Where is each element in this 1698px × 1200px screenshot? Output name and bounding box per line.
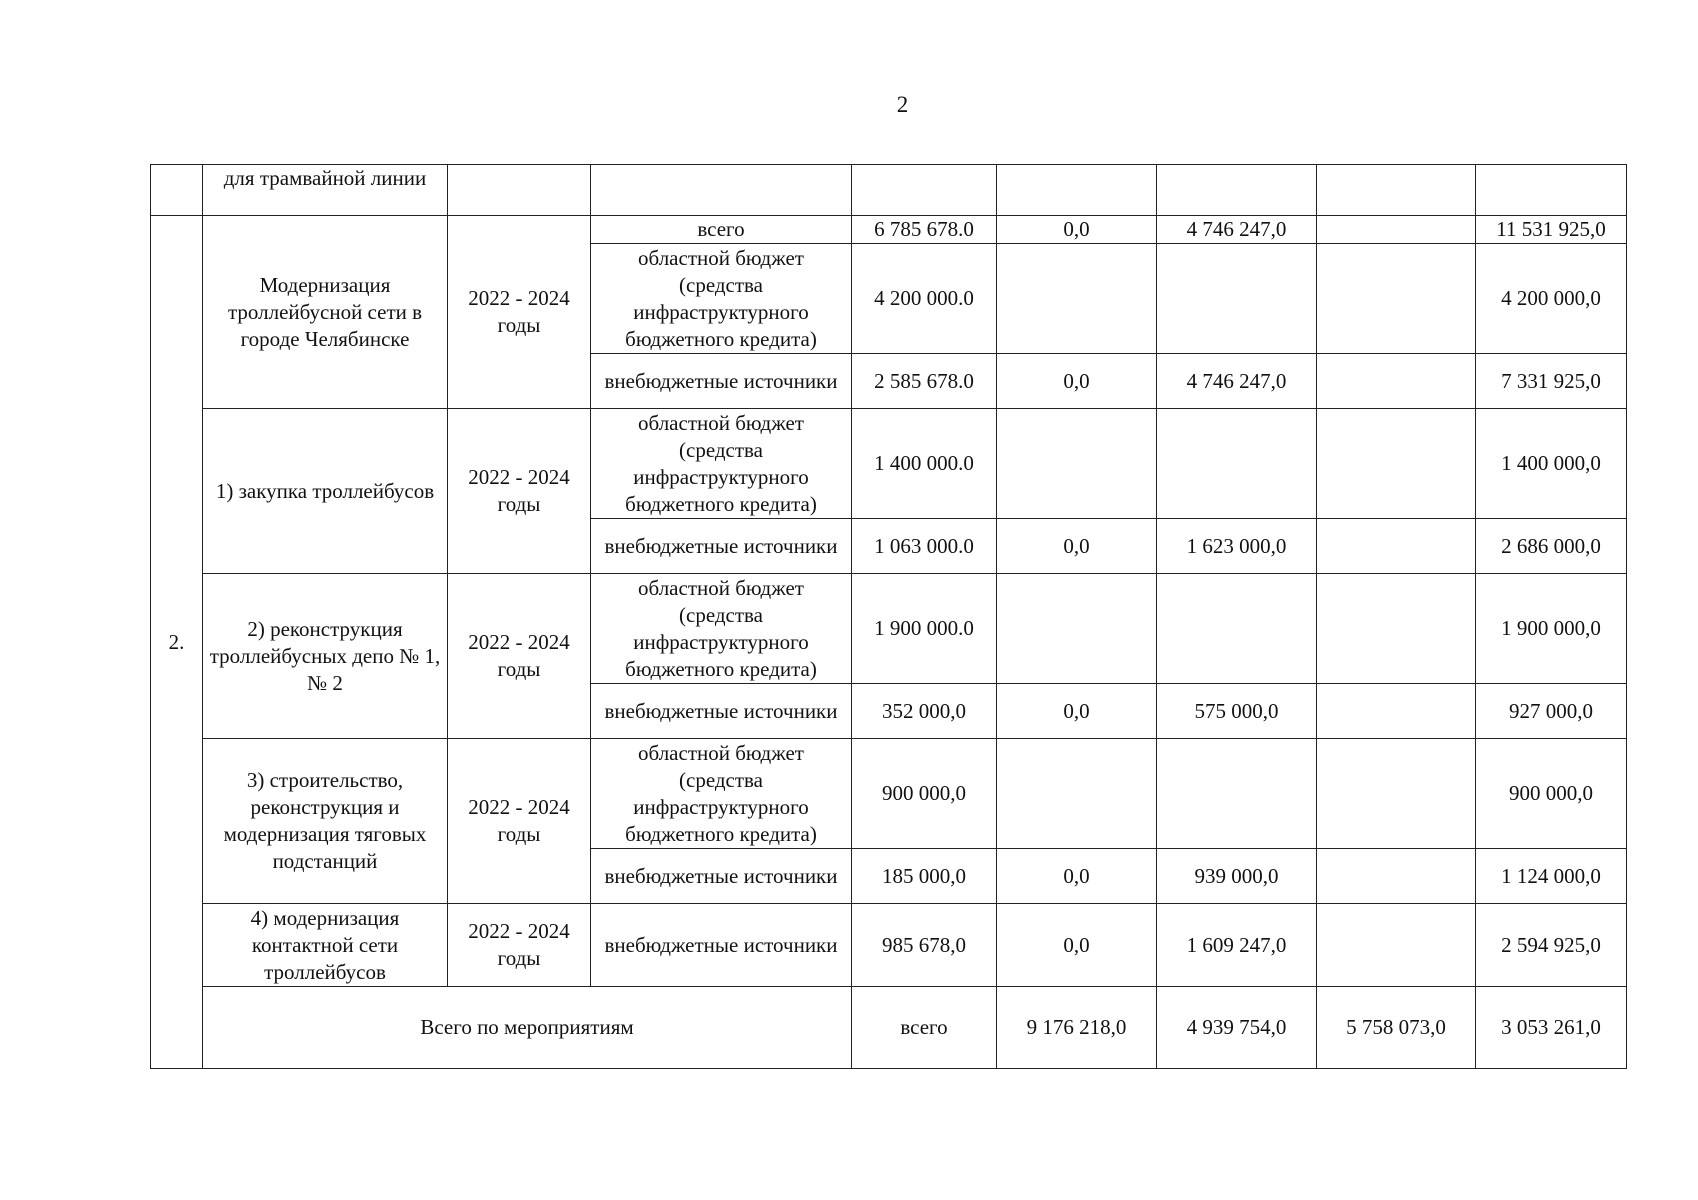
table-row xyxy=(151,216,1627,244)
cell-event-name: 2) реконструкция троллейбусных депо № 1, № 2 xyxy=(203,574,448,739)
table-row xyxy=(151,574,1627,684)
table-row xyxy=(151,739,1627,849)
cell-source: всего xyxy=(591,216,852,244)
cell-source: внебюджетные источники xyxy=(591,849,852,904)
cell-source: областной бюджет (средства инфраструктурного бюджетного кредита) xyxy=(591,739,852,849)
cell-value-3: 5 758 073,0 xyxy=(1317,987,1476,1069)
cell-total: 7 331 925,0 xyxy=(1476,354,1627,409)
cell-value-1: 4 200 000.0 xyxy=(852,244,997,354)
cell-total: 927 000,0 xyxy=(1476,684,1627,739)
cell-value-2: 4 939 754,0 xyxy=(1157,987,1317,1069)
cell-value-4 xyxy=(1317,849,1476,904)
cell-period: 2022 - 2024 годы xyxy=(448,409,591,574)
cell-value-4 xyxy=(1317,574,1476,684)
cell-value-2 xyxy=(997,409,1157,519)
cell-period: 2022 - 2024 годы xyxy=(448,574,591,739)
cell-value-1: 6 785 678.0 xyxy=(852,216,997,244)
cell-value-1: 9 176 218,0 xyxy=(997,987,1157,1069)
cell-total: 11 531 925,0 xyxy=(1476,216,1627,244)
cell-period: 2022 - 2024 годы xyxy=(448,739,591,904)
cell-value-3: 939 000,0 xyxy=(1157,849,1317,904)
cell-value-2: 0,0 xyxy=(997,519,1157,574)
cell-value-4 xyxy=(1317,216,1476,244)
cell-event-name: 3) строительство, реконструкция и модернизация тяговых подстанций xyxy=(203,739,448,904)
cell-value-1: 1 900 000.0 xyxy=(852,574,997,684)
table-row xyxy=(151,904,1627,987)
cell-value-2: 0,0 xyxy=(997,216,1157,244)
cell-value-1: 1 400 000.0 xyxy=(852,409,997,519)
cell-event-name: 4) модернизация контактной сети троллейбусов xyxy=(203,904,448,987)
cell-value-3 xyxy=(1157,165,1317,216)
cell-value-1: 185 000,0 xyxy=(852,849,997,904)
cell-value-3 xyxy=(1157,574,1317,684)
cell-period: 2022 - 2024 годы xyxy=(448,904,591,987)
cell-source: внебюджетные источники xyxy=(591,904,852,987)
cell-value-4 xyxy=(1317,739,1476,849)
cell-source: внебюджетные источники xyxy=(591,354,852,409)
page-number: 2 xyxy=(896,92,909,117)
cell-number: 2. xyxy=(151,216,203,1069)
table-row-total xyxy=(151,987,1627,1069)
financing-table xyxy=(150,164,1627,1069)
cell-value-3: 1 623 000,0 xyxy=(1157,519,1317,574)
cell-value-3: 575 000,0 xyxy=(1157,684,1317,739)
cell-value-4 xyxy=(1317,409,1476,519)
cell-value-1: 2 585 678.0 xyxy=(852,354,997,409)
cell-value-1: 352 000,0 xyxy=(852,684,997,739)
cell-total-label: Всего по мероприятиям xyxy=(203,987,852,1069)
cell-value-1: 900 000,0 xyxy=(852,739,997,849)
cell-event-name: для трамвайной линии xyxy=(203,165,448,216)
cell-value-2 xyxy=(997,574,1157,684)
cell-value-2 xyxy=(997,165,1157,216)
cell-value-3: 1 609 247,0 xyxy=(1157,904,1317,987)
cell-value-4 xyxy=(1317,519,1476,574)
cell-source: областной бюджет (средства инфраструктурного бюджетного кредита) xyxy=(591,244,852,354)
cell-source: всего xyxy=(852,987,997,1069)
cell-period: 2022 - 2024 годы xyxy=(448,216,591,409)
cell-value-4 xyxy=(1317,904,1476,987)
cell-value-4 xyxy=(1317,165,1476,216)
cell-event-name: 1) закупка троллейбусов xyxy=(203,409,448,574)
cell-value-2 xyxy=(997,244,1157,354)
cell-value-4 xyxy=(1317,684,1476,739)
cell-value-4 xyxy=(1317,354,1476,409)
cell-source: внебюджетные источники xyxy=(591,519,852,574)
cell-source: областной бюджет (средства инфраструктурного бюджетного кредита) xyxy=(591,409,852,519)
cell-value-3: 4 746 247,0 xyxy=(1157,216,1317,244)
cell-total: 4 200 000,0 xyxy=(1476,244,1627,354)
cell-value-1: 1 063 000.0 xyxy=(852,519,997,574)
cell-value-2: 0,0 xyxy=(997,904,1157,987)
cell-total xyxy=(1476,165,1627,216)
cell-value-2: 0,0 xyxy=(997,354,1157,409)
cell-value-1: 985 678,0 xyxy=(852,904,997,987)
cell-value-4 xyxy=(1317,244,1476,354)
cell-value-2 xyxy=(997,739,1157,849)
cell-period xyxy=(448,165,591,216)
cell-total: 900 000,0 xyxy=(1476,739,1627,849)
cell-value-3 xyxy=(1157,409,1317,519)
cell-number xyxy=(151,165,203,216)
cell-value-3 xyxy=(1157,244,1317,354)
cell-value-1 xyxy=(852,165,997,216)
cell-event-name: Модернизация троллейбусной сети в городе Челябинске xyxy=(203,216,448,409)
cell-value-3 xyxy=(1157,739,1317,849)
cell-total: 1 900 000,0 xyxy=(1476,574,1627,684)
cell-source: областной бюджет (средства инфраструктурного бюджетного кредита) xyxy=(591,574,852,684)
cell-total: 2 686 000,0 xyxy=(1476,519,1627,574)
cell-source xyxy=(591,165,852,216)
cell-total: 1 124 000,0 xyxy=(1476,849,1627,904)
table-row xyxy=(151,165,1627,216)
table-row xyxy=(151,409,1627,519)
cell-total: 1 400 000,0 xyxy=(1476,409,1627,519)
cell-value-3: 4 746 247,0 xyxy=(1157,354,1317,409)
cell-source: внебюджетные источники xyxy=(591,684,852,739)
cell-value-2: 0,0 xyxy=(997,849,1157,904)
cell-total: 2 594 925,0 xyxy=(1476,904,1627,987)
cell-value-2: 0,0 xyxy=(997,684,1157,739)
cell-value-4: 3 053 261,0 xyxy=(1476,987,1627,1069)
